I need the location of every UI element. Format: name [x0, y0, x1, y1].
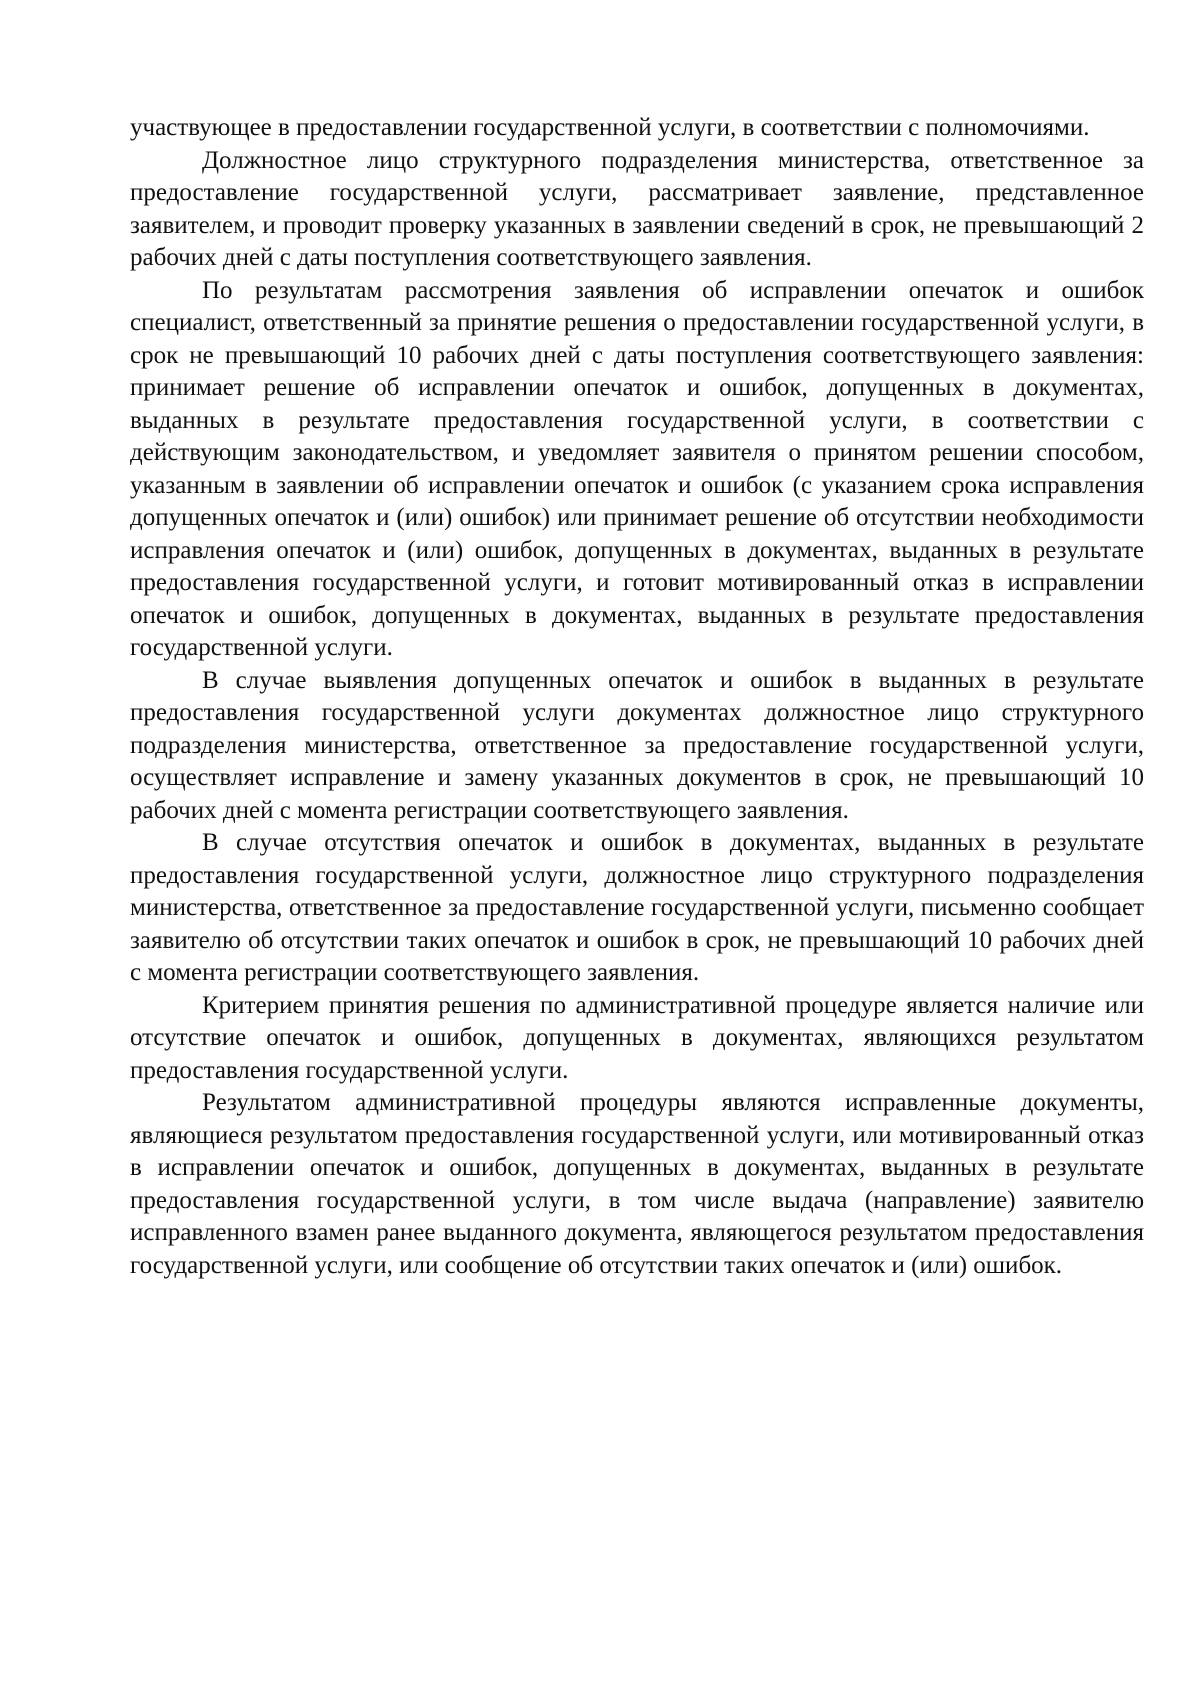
paragraph-criterion: Критерием принятия решения по административной процедуре является наличие или отсутствие опечаток и ошибок, допущенных в документах, являющихся результатом предоставления государственной услуги.	[130, 991, 1144, 1084]
paragraph-review: Должностное лицо структурного подразделения министерства, ответственное за предоставление государственной услуги, рассматривает заявление, представленное заявителем, и проводит проверку указанных в заявлении сведений в срок, не превышающий 2 рабочих дней с даты поступления соответствующего заявления.	[130, 146, 1144, 271]
document-page	[130, 112, 1144, 1282]
paragraph-continuation: участвующее в предоставлении государственной услуги, в соответствии с полномочиями.	[130, 114, 1090, 141]
paragraph-decision: По результатам рассмотрения заявления об исправлении опечаток и ошибок специалист, ответственный за принятие решения о предоставлении государственной услуги, в срок не превышающий 10 рабочих дней с даты поступления соответствующего заявления: принимает решение об исправлении опечаток и ошибок, допущенных в документах, выданных в результате предоставления государственной услуги, в соответствии с действующим законодательством, и уведомляет заявителя о принятом решении способом, указанным в заявлении об исправлении опечаток и ошибок (с указанием срока исправления допущенных опечаток и (или) ошибок) или принимает решение об отсутствии необходимости исправления опечаток и (или) ошибок, допущенных в документах, выданных в результате предоставления государственной услуги, и готовит мотивированный отказ в исправлении опечаток и ошибок, допущенных в документах, выданных в результате предоставления государственной услуги.	[130, 276, 1144, 661]
paragraph-no-errors: В случае отсутствия опечаток и ошибок в документах, выданных в результате предоставления государственной услуги, должностное лицо структурного подразделения министерства, ответственное за предоставление государственной услуги, письменно сообщает заявителю об отсутствии таких опечаток и ошибок в срок, не превышающий 10 рабочих дней с момента регистрации соответствующего заявления.	[130, 829, 1144, 986]
paragraph-result: Результатом административной процедуры являются исправленные документы, являющиеся результатом предоставления государственной услуги, или мотивированный отказ в исправлении опечаток и ошибок, допущенных в документах, выданных в результате предоставления государственной услуги, в том числе выдача (направление) заявителю исправленного взамен ранее выданного документа, являющегося результатом предоставления государственной услуги, или сообщение об отсутствии таких опечаток и (или) ошибок.	[130, 1089, 1144, 1279]
paragraph-correction: В случае выявления допущенных опечаток и ошибок в выданных в результате предоставления государственной услуги документах должностное лицо структурного подразделения министерства, ответственное за предоставление государственной услуги, осуществляет исправление и замену указанных документов в срок, не превышающий 10 рабочих дней с момента регистрации соответствующего заявления.	[130, 666, 1144, 824]
